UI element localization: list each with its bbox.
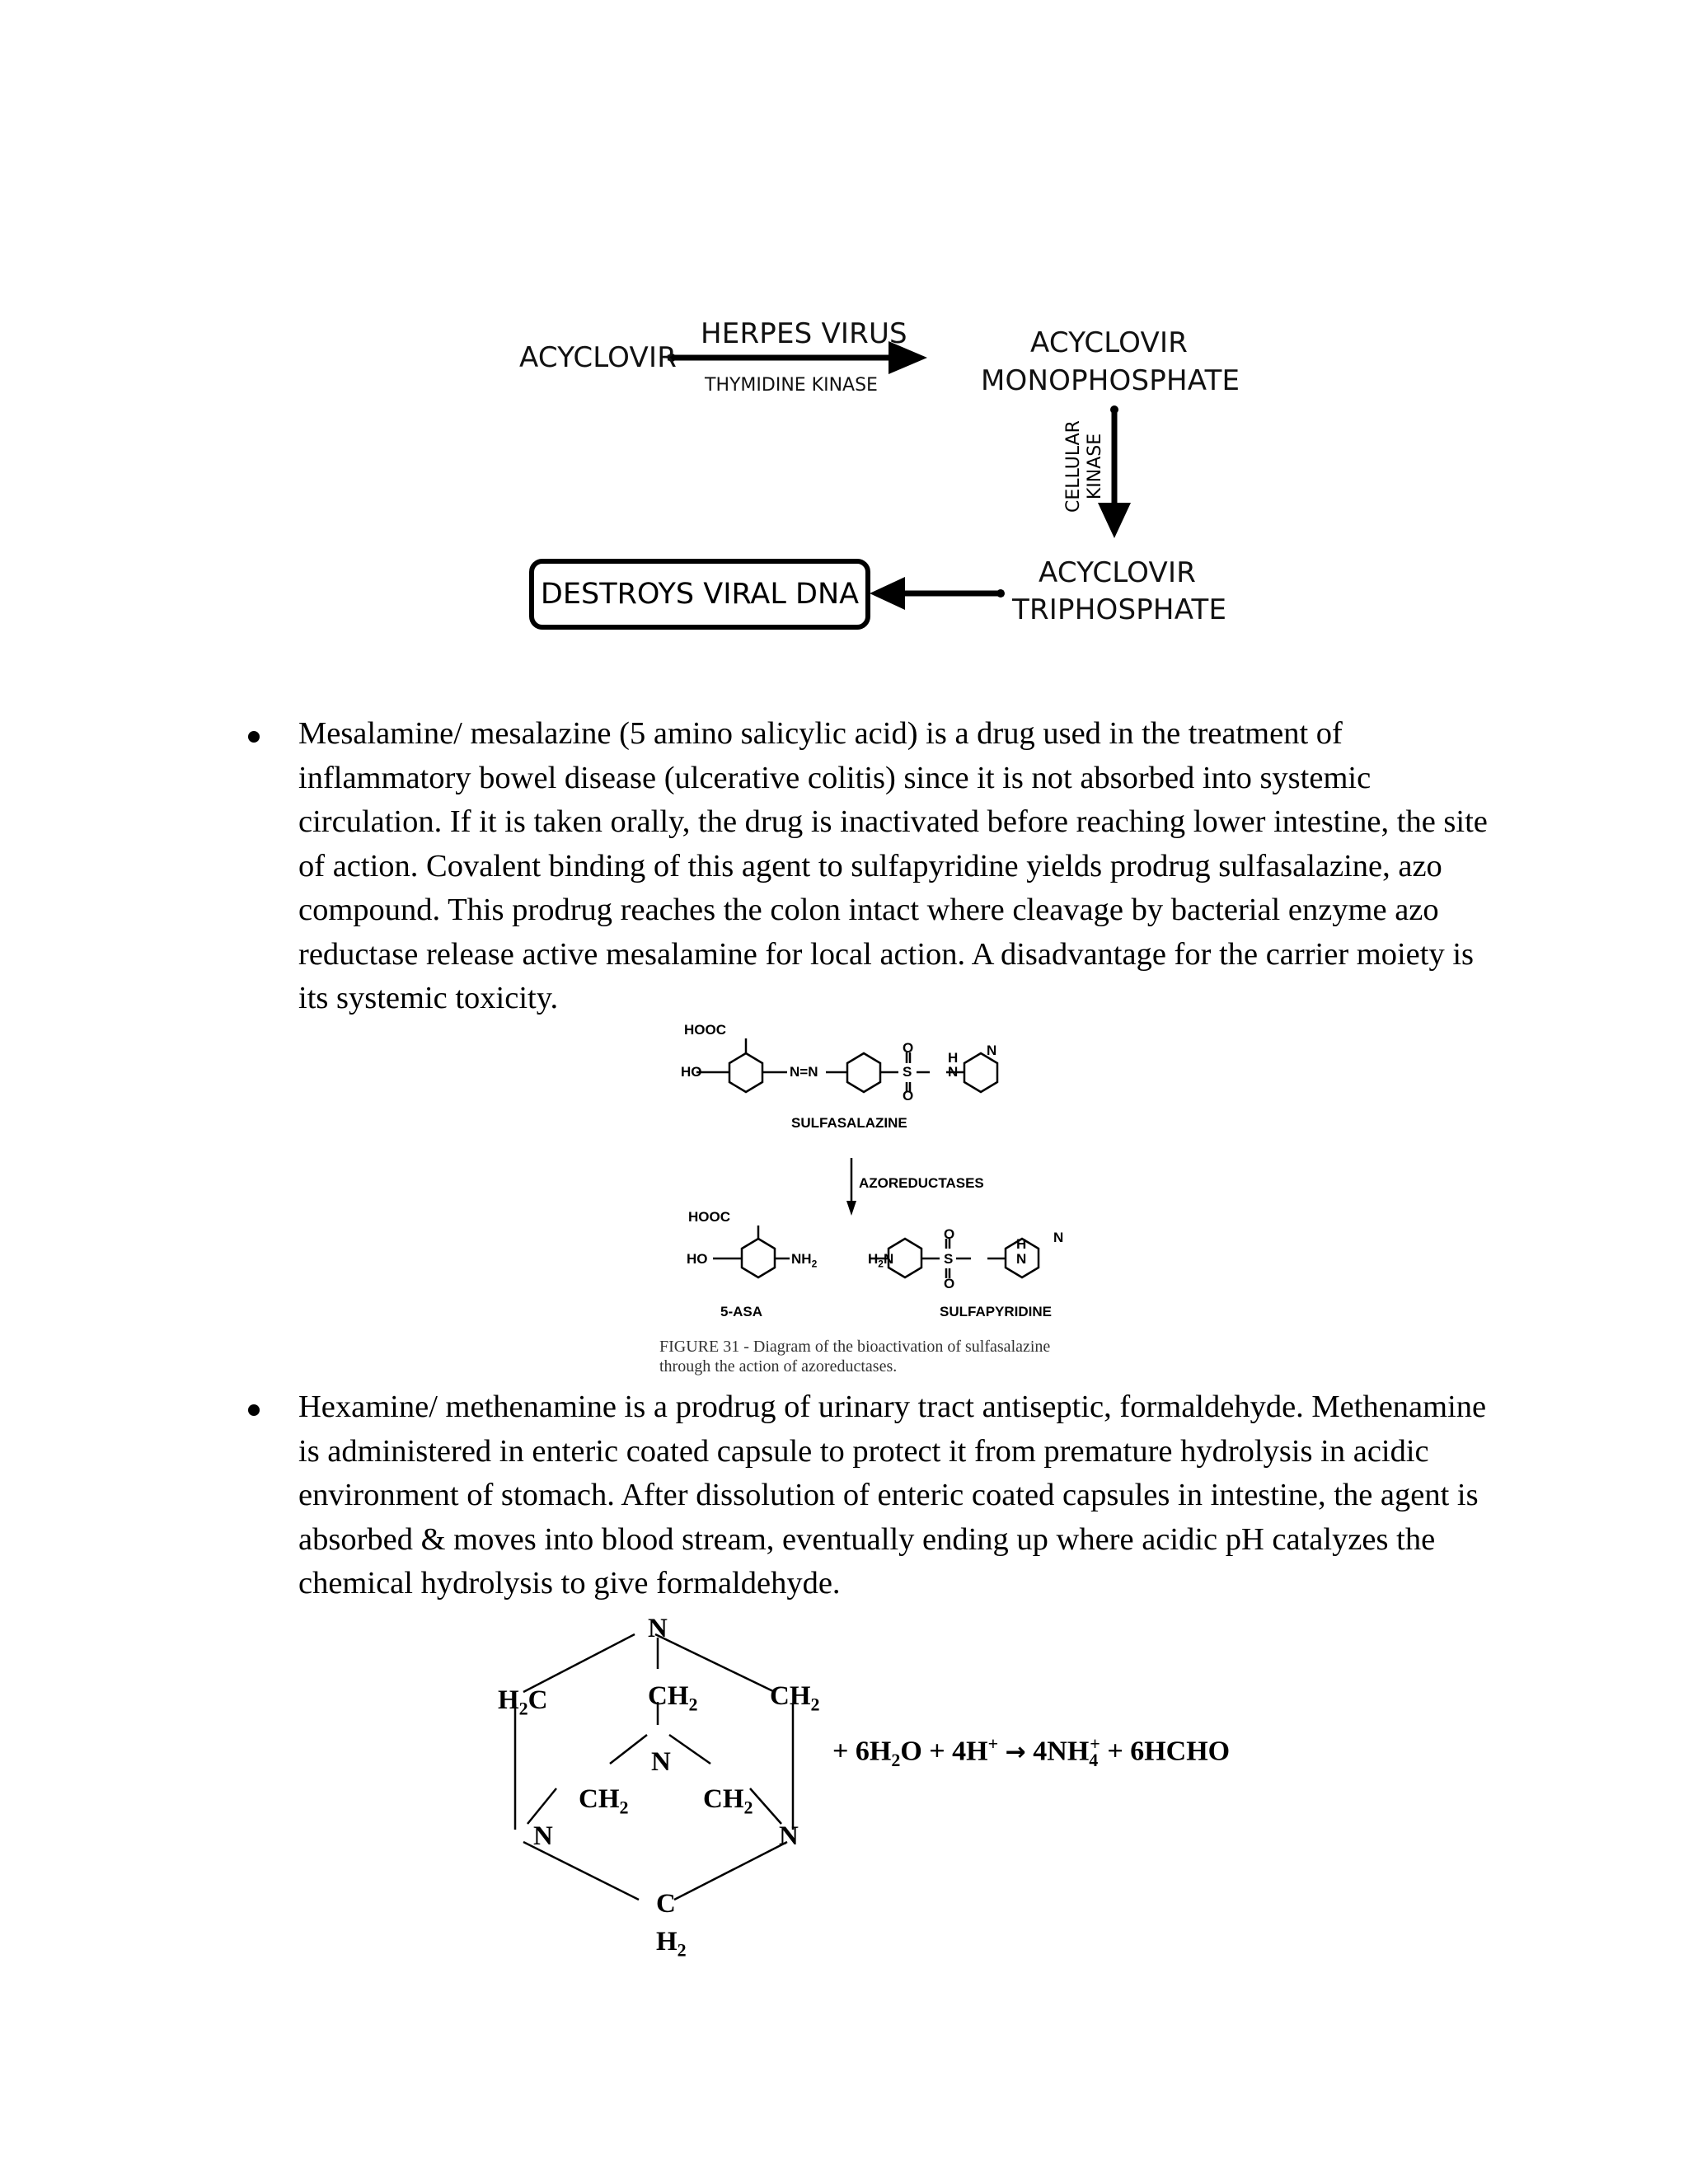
flow-result-box: [529, 559, 870, 630]
hexamine-n-top: N: [648, 1614, 668, 1643]
flow-tri-line2: TRIPHOSPHATE: [1012, 593, 1227, 626]
sulfapyridine-o-top: O: [944, 1226, 955, 1242]
pyridine-ring: [964, 1053, 997, 1092]
sulfasalazine-ho: HO: [681, 1064, 702, 1080]
reaction-arrow-icon: →: [1005, 1737, 1026, 1767]
hexamine-n-right: N: [779, 1821, 799, 1851]
sulfapyridine-ring-n: N: [1053, 1230, 1064, 1245]
sulfasalazine-label: SULFASALAZINE: [791, 1115, 907, 1131]
sulfasalazine-o-top: O: [903, 1040, 914, 1056]
sulfasalazine-nh-n: N: [948, 1064, 959, 1080]
sulfapyridine-s: S: [944, 1251, 954, 1267]
flow-enzyme-bottom-label: THYMIDINE KINASE: [705, 375, 878, 396]
hexamine-h2c: $H_2C$: [498, 1685, 548, 1719]
bullet-marker: [248, 1404, 260, 1416]
figure-caption: [659, 1337, 1050, 1376]
sulfapyridine-o-bottom: O: [944, 1276, 955, 1291]
hexamine-c-bottom: C: [656, 1889, 676, 1919]
hexamine-n-center: N: [651, 1747, 671, 1777]
sulfasalazine-s: S: [903, 1064, 912, 1080]
flow-enzyme-top-label: HERPES VIRUS: [701, 317, 907, 350]
hexamine-ch2-lower-left: $CH_2$: [579, 1784, 629, 1818]
hydrolysis-equation: + $6H_2O + 4H^+ \to 4NH_4^+$ + 6HCHO: [832, 1733, 1231, 1771]
benzene-ring: [742, 1239, 775, 1277]
sulfasalazine-azo: N=N: [790, 1064, 818, 1080]
sulfapyridine-label: SULFAPYRIDINE: [940, 1304, 1053, 1319]
bullet-marker: [248, 731, 260, 743]
asa-nh2: $NH_2$: [791, 1251, 818, 1270]
sulfasalazine-hooc: HOOC: [684, 1022, 726, 1038]
asa-label: 5-ASA: [720, 1304, 763, 1319]
hexamine-n-left: N: [533, 1821, 553, 1851]
hexamine-ch2-lower-right: $CH_2$: [703, 1784, 753, 1818]
sulfasalazine-nh-h: H: [948, 1050, 959, 1066]
figure-caption-line1: FIGURE 31 - Diagram of the bioactivation of sulfasalazine: [659, 1338, 1051, 1356]
asa-ho: HO: [687, 1251, 708, 1267]
sulfapyridine-h2n: $H_2N$: [868, 1251, 894, 1270]
bullet-text-mesalamine: Mesalamine/ mesalazine (5 amino salicylic acid) is a drug used in the treatment of inflammatory bowel disease (ulcerative colitis) since it is not absorbed into systemic circulation. If it is taken orally, the drug is inactivated before reaching lower intestine, the site of action. Covalent binding of this agent to sulfapyridine yields prodrug sulfasalazine, azo compound. This prodrug reaches the colon intact where cleavage by bacterial enzyme azo reductase release active mesalamine for local action. A disadvantage for the carrier moiety is its systemic toxicity.: [298, 716, 1488, 1015]
azoreductases-label: AZOREDUCTASES: [859, 1175, 984, 1191]
benzene-ring: [729, 1053, 762, 1092]
flow-cellular-line1: CELLULAR: [1063, 420, 1084, 513]
flow-start-label: ACYCLOVIR: [519, 341, 678, 374]
benzene-ring: [847, 1053, 880, 1092]
flow-tri-line1: ACYCLOVIR: [1039, 556, 1197, 589]
flow-mono-line1: ACYCLOVIR: [1030, 326, 1189, 359]
asa-hooc: HOOC: [688, 1209, 730, 1225]
figure-caption-line2: through the action of azoreductases.: [659, 1357, 898, 1376]
sulfasalazine-ring-n: N: [987, 1043, 997, 1058]
hexamine-ch2-center: $CH_2$: [648, 1681, 698, 1715]
flow-cellular-line2: KINASE: [1085, 433, 1105, 500]
azoreductase-arrow-head: [846, 1201, 856, 1216]
sulfapyridine-nh-h: H: [1016, 1236, 1027, 1252]
flow-result-label: DESTROYS VIRAL DNA: [540, 578, 860, 611]
arrow-to-result: [870, 577, 1005, 610]
flow-mono-line2: MONOPHOSPHATE: [981, 364, 1240, 397]
flow-cellular-kinase-label: [1063, 405, 1113, 528]
sulfapyridine-nh-n: N: [1016, 1251, 1027, 1267]
sulfasalazine-o-bottom: O: [903, 1088, 914, 1104]
hexamine-ch2-right: $CH_2$: [770, 1681, 820, 1715]
hexamine-h2-bottom: $H_2$: [656, 1927, 687, 1961]
bullet-text-hexamine: Hexamine/ methenamine is a prodrug of urinary tract antiseptic, formaldehyde. Methenamine is administered in enteric coated capsule to protect it from premature hydrolysis in acidic environment of stomach. After dissolution of enteric coated capsules in intestine, the agent is absorbed & moves into blood stream, eventually ending up where acidic pH catalyzes the chemical hydrolysis to give formaldehyde.: [298, 1390, 1487, 1601]
